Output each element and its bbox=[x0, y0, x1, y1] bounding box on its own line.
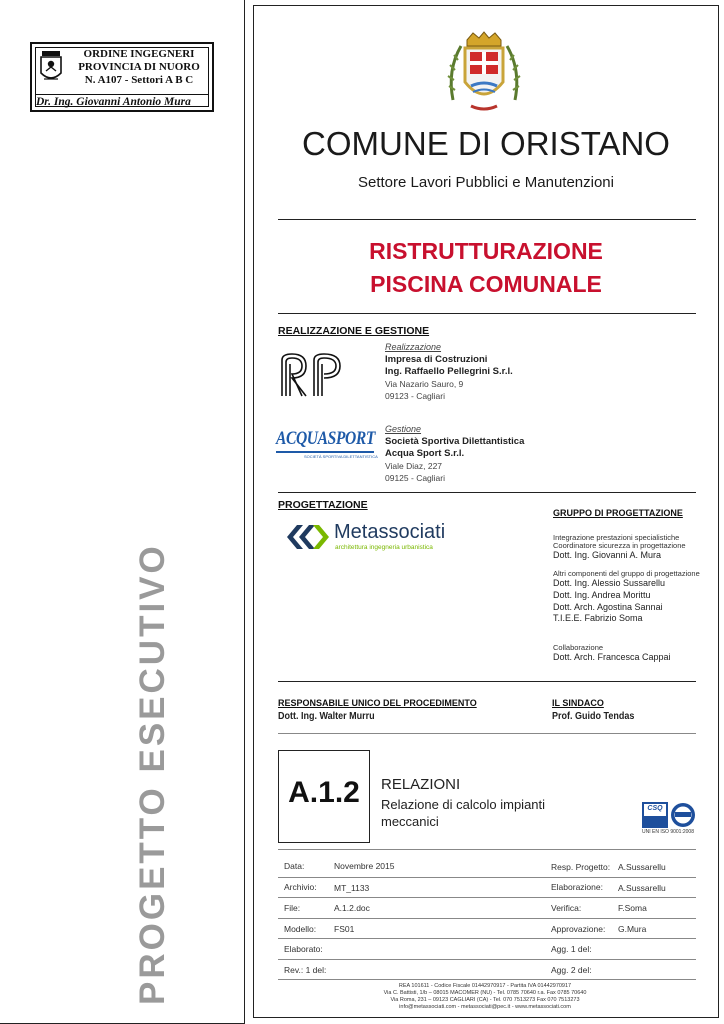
info-value: F.Soma bbox=[618, 903, 647, 913]
builder-address-street: Via Nazario Sauro, 9 bbox=[385, 379, 464, 389]
certification-caption: UNI EN ISO 9001:2008 bbox=[642, 829, 694, 835]
divider bbox=[278, 313, 696, 314]
footer-registry: REA 101611 - Codice Fiscale 01442970917 - Partita IVA 01442970917 bbox=[398, 983, 572, 989]
footer-contacts: info@metassociati.com - metassociati@pec.it - www.metassociati.com bbox=[399, 1004, 571, 1010]
footer-address-macomer: Via C. Battisti, 1/b – 08015 MACOMER (NU) - Tel. 0785 70640 r.a. Fax 0785 70640 bbox=[383, 990, 587, 996]
manager-name-line1: Società Sportiva Dilettantistica bbox=[385, 436, 525, 447]
divider bbox=[278, 492, 696, 493]
design-heading: PROGETTAZIONE bbox=[278, 499, 368, 511]
divider bbox=[278, 681, 696, 682]
acquasport-logo-underline bbox=[276, 451, 374, 453]
manager-role: Gestione bbox=[385, 424, 422, 434]
lead-caption-specialist: Integrazione prestazioni specialistiche bbox=[553, 533, 680, 542]
builder-name-line1: Impresa di Costruzioni bbox=[385, 354, 488, 365]
info-value: A.Sussarellu bbox=[618, 862, 666, 872]
divider bbox=[278, 849, 696, 850]
manager-name-line2: Acqua Sport S.r.l. bbox=[385, 448, 465, 459]
info-label: File: bbox=[284, 903, 301, 913]
table-rule bbox=[278, 877, 696, 878]
oristano-coat-of-arms-icon bbox=[443, 30, 525, 114]
acquasport-logo bbox=[276, 428, 380, 459]
info-label: Rev.: 1 del: bbox=[284, 965, 327, 975]
team-member: Dott. Ing. Andrea Morittu bbox=[553, 590, 651, 600]
info-value: FS01 bbox=[334, 924, 355, 934]
certification-logo bbox=[642, 802, 696, 828]
divider bbox=[278, 219, 696, 220]
info-label: Data: bbox=[284, 861, 305, 871]
info-label: Agg. 1 del: bbox=[551, 944, 592, 954]
csq-logo-text: CSQ bbox=[647, 805, 663, 812]
rup-label: RESPONSABILE UNICO DEL PROCEDIMENTO bbox=[278, 698, 477, 708]
rup-name: Dott. Ing. Walter Murru bbox=[278, 711, 375, 722]
document-category: RELAZIONI bbox=[381, 776, 461, 793]
stamp-line-province: PROVINCIA DI NUORO bbox=[78, 61, 200, 73]
info-value: G.Mura bbox=[618, 924, 647, 934]
builder-address-city: 09123 - Cagliari bbox=[385, 391, 446, 401]
others-caption: Altri componenti del gruppo di progettazione bbox=[553, 569, 700, 578]
stamp-line-number: N. A107 - Settori A B C bbox=[84, 74, 194, 86]
collaboration-caption: Collaborazione bbox=[553, 643, 604, 652]
realization-heading: REALIZZAZIONE E GESTIONE bbox=[278, 325, 430, 337]
department-subtitle: Settore Lavori Pubblici e Manutenzioni bbox=[358, 174, 614, 191]
info-label: Agg. 2 del: bbox=[551, 965, 592, 975]
document-code: A.1.2 bbox=[288, 776, 360, 809]
manager-address-street: Viale Diaz, 227 bbox=[385, 461, 443, 471]
info-label: Verifica: bbox=[551, 903, 582, 913]
engineer-stamp bbox=[30, 42, 214, 112]
info-label: Archivio: bbox=[284, 882, 317, 892]
mayor-name: Prof. Guido Tendas bbox=[552, 711, 635, 722]
mayor-label: IL SINDACO bbox=[552, 698, 604, 708]
table-rule bbox=[278, 938, 696, 939]
municipality-title: COMUNE DI ORISTANO bbox=[302, 125, 670, 162]
info-label: Elaborazione: bbox=[551, 882, 603, 892]
builder-name-line2: Ing. Raffaello Pellegrini S.r.l. bbox=[385, 366, 513, 377]
pellegrini-rp-logo-icon bbox=[278, 352, 348, 398]
project-title-line1: RISTRUTTURAZIONE bbox=[369, 238, 603, 264]
metassociati-tagline: architettura ingegneria urbanistica bbox=[335, 544, 433, 551]
table-rule bbox=[278, 959, 696, 960]
divider bbox=[278, 733, 696, 734]
stamp-engineer-name: Dr. Ing. Giovanni Antonio Mura bbox=[36, 94, 208, 108]
info-label: Approvazione: bbox=[551, 924, 606, 934]
info-value: MT_1133 bbox=[334, 883, 370, 893]
document-title-line1: Relazione di calcolo impianti bbox=[381, 797, 546, 812]
info-label: Resp. Progetto: bbox=[551, 862, 611, 872]
team-member: Dott. Arch. Agostina Sannai bbox=[553, 602, 663, 612]
info-label: Elaborato: bbox=[284, 944, 323, 954]
metassociati-logo-icon bbox=[285, 523, 331, 551]
info-value: A.1.2.doc bbox=[334, 903, 370, 913]
table-rule bbox=[278, 897, 696, 898]
left-panel-frame bbox=[0, 0, 245, 1024]
team-member: T.I.E.E. Fabrizio Soma bbox=[553, 613, 643, 623]
lead-caption-safety: Coordinatore sicurezza in progettazione bbox=[553, 541, 686, 550]
team-member: Dott. Ing. Alessio Sussarellu bbox=[553, 578, 666, 588]
metassociati-logo-text: Metassociati bbox=[334, 521, 446, 543]
footer-address-cagliari: Via Roma, 231 – 09123 CAGLIARI (CA) - Tel. 070 7513273 Fax 070 7513273 bbox=[390, 997, 580, 1003]
project-title-line2: PISCINA COMUNALE bbox=[370, 271, 602, 297]
info-value: Novembre 2015 bbox=[334, 861, 395, 871]
table-rule bbox=[278, 979, 696, 980]
info-label: Modello: bbox=[284, 924, 317, 934]
design-team-heading: GRUPPO DI PROGETTAZIONE bbox=[553, 508, 683, 518]
table-rule bbox=[278, 918, 696, 919]
stamp-line-order: ORDINE INGEGNERI bbox=[83, 48, 195, 60]
builder-role: Realizzazione bbox=[385, 342, 442, 352]
collaborator-name: Dott. Arch. Francesca Cappai bbox=[553, 652, 671, 662]
acquasport-logo-text: ACQUASPORT bbox=[276, 428, 375, 449]
stamp-crest-icon bbox=[38, 49, 64, 87]
document-title-line2: meccanici bbox=[381, 814, 439, 829]
acquasport-logo-sub: SOCIETÀ SPORTIVA DILETTANTISTICA bbox=[304, 454, 378, 459]
phase-label-vertical: PROGETTO ESECUTIVO bbox=[133, 543, 172, 1005]
lead-designer-name: Dott. Ing. Giovanni A. Mura bbox=[553, 550, 662, 560]
manager-address-city: 09125 - Cagliari bbox=[385, 473, 446, 483]
info-value: A.Sussarellu bbox=[618, 883, 666, 893]
